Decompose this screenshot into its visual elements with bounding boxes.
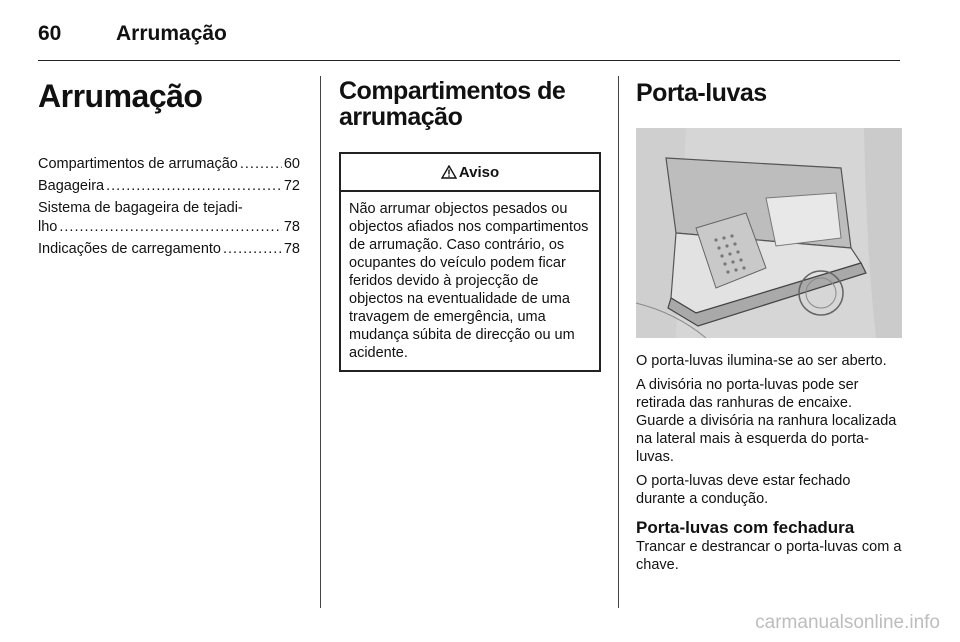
toc-entry-page: 78 <box>283 241 300 257</box>
toc-entry[interactable] <box>38 199 300 237</box>
toc-entry-title: Sistema de bagageira de tejadi- <box>38 200 243 216</box>
column-contents <box>38 72 300 262</box>
paragraph: O porta-luvas deve estar fechado durante a condução. <box>636 473 851 507</box>
toc-leader-dots <box>106 177 282 196</box>
column-divider <box>618 76 619 608</box>
paragraph: O porta-luvas ilumina-se ao ser aberto. <box>636 353 887 369</box>
toc-entry-title: Compartimentos de arrumação <box>38 156 238 172</box>
toc-leader-dots <box>59 218 282 237</box>
warning-label: Aviso <box>458 163 500 181</box>
toc-entry-page: 78 <box>283 219 300 235</box>
toc-entry-page: 72 <box>283 178 300 194</box>
toc-entry-title: Indicações de carregamento <box>38 241 221 257</box>
toc-entry[interactable] <box>38 177 300 196</box>
column-storage <box>339 72 601 372</box>
warning-triangle-icon <box>441 165 457 179</box>
toc-leader-dots <box>223 240 282 259</box>
toc-entry-page: 60 <box>283 156 300 172</box>
warning-text: Não arrumar objectos pesados ou objectos afiados nos compartimentos de arrumação. Caso contrário, os ocupantes do veículo podem ficar feridos devido à projecção de objectos na eventualidade de uma travagem de emergência, uma mudança súbita de direcção ou um acidente. <box>349 201 589 361</box>
toc-entry[interactable] <box>38 240 300 259</box>
chapter-title: Arrumação <box>38 78 203 114</box>
column-divider <box>320 76 321 608</box>
page-header <box>38 14 227 54</box>
page-number: 60 <box>38 22 62 45</box>
subsection-title: Porta-luvas com fechadura <box>636 518 855 537</box>
watermark: carmanualsonline.info <box>755 612 940 633</box>
glovebox-illustration <box>636 128 902 338</box>
toc-entry-title: Bagageira <box>38 178 105 194</box>
header-rule <box>38 60 900 61</box>
column-glovebox <box>636 72 902 580</box>
section-title: Compartimentos de arrumação <box>339 77 566 131</box>
toc-leader-dots <box>240 155 282 174</box>
toc-entry-title-cont: lho <box>38 219 58 235</box>
table-of-contents <box>38 155 300 259</box>
paragraph: A divisória no porta-luvas pode ser retirada das ranhuras de encaixe. Guarde a divisória na ranhura localizada na lateral mais à esquerda do porta-luvas. <box>636 377 897 465</box>
warning-box <box>339 152 601 372</box>
section-title: Porta-luvas <box>636 79 767 107</box>
running-title: Arrumação <box>116 22 227 45</box>
paragraph: Trancar e destrancar o porta-luvas com a chave. <box>636 539 902 573</box>
warning-header <box>341 154 599 192</box>
toc-entry[interactable] <box>38 155 300 174</box>
